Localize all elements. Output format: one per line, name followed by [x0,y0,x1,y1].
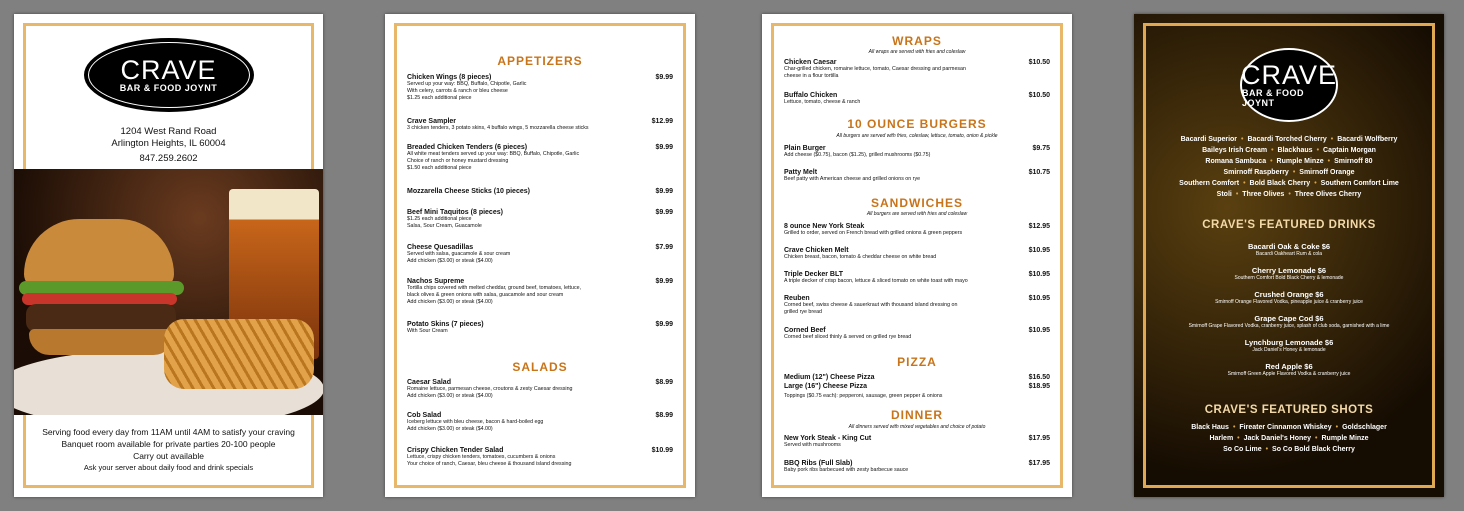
item-desc: Iceberg lettuce with bleu cheese, bacon & hard-boiled egg [407,419,544,425]
burger-beer-photo [14,169,323,415]
tagline-4: Ask your server about daily food and drink specials [83,463,254,472]
list-entry: Smirnoff Orange [1299,169,1355,176]
item-price: $8.99 [655,379,673,386]
featured-drink [1134,290,1444,305]
list-entry: Black Haus [1191,424,1229,431]
item-name: Breaded Chicken Tenders (6 pieces) [407,144,528,151]
item-name: Large (16") Cheese Pizza [784,383,868,390]
item-price: $10.50 [1028,92,1050,99]
wraps-note: All wraps are served with fries and coleslaw [868,49,966,55]
item-name: Corned Beef [784,327,826,334]
list-row: Bacardi Superior • Bacardi Torched Cherry • Bacardi Wolfberry [1180,136,1398,143]
phone-number: 847.259.2602 [139,153,198,164]
list-row: Southern Comfort • Bold Black Cherry • Southern Comfort Lime [1179,180,1399,187]
list-row: Smirnoff Raspberry • Smirnoff Orange [1223,169,1355,176]
item-name: Crave Chicken Melt [784,247,849,254]
item-price: $8.99 [655,412,673,419]
featured-shots-title: CRAVE'S FEATURED SHOTS [1204,404,1374,416]
list-entry: Southern Comfort Lime [1320,180,1399,187]
item-price: $12.95 [1028,223,1050,230]
item-price: $10.50 [1028,59,1050,66]
menu-item [784,327,1050,341]
item-name: Crispy Chicken Tender Salad [407,447,504,454]
tagline-2: Banquet room available for private parties 20-100 people [61,439,276,449]
section-title-pizza: PIZZA [897,355,937,369]
list-entry: So Co Bold Black Cherry [1272,446,1355,453]
tagline-1: Serving food every day from 11AM until 4AM to satisfy your craving [42,427,295,437]
menu-page-appetizers-salads [385,14,695,497]
list-entry: So Co Lime [1223,446,1262,453]
item-desc: Beef patty with American cheese and grilled onions on rye [784,176,921,182]
item-desc: A triple decker of crisp bacon, lettuce & sliced tomato on white toast with mayo [784,278,968,284]
list-row: So Co Lime • So Co Bold Black Cherry [1223,446,1355,453]
item-name: Cheese Quesadillas [407,244,474,251]
item-desc: Add cheese ($0.75), bacon ($1.25), grilled mushrooms ($0.75) [784,152,931,158]
menu-item [784,460,1050,474]
featured-drink [1134,362,1444,377]
list-entry: Rumple Minze [1276,158,1324,165]
list-entry: Rumple Minze [1321,435,1369,442]
item-desc: $1.50 each additional piece [407,165,472,171]
address-block [14,126,323,165]
item-desc: cheese in a flour tortilla [784,73,839,79]
section-title-sandwiches: SANDWICHES [870,196,963,210]
list-entry: Goldschlager [1342,424,1387,431]
list-entry: Smirnoff 80 [1334,158,1373,165]
section-title-appetizers: APPETIZERS [497,54,583,68]
pizza-item [784,374,1050,381]
menu-item [407,412,673,433]
crave-logo [1240,48,1338,122]
item-price: $9.99 [655,209,673,216]
logo-name: CRAVE [120,55,217,85]
item-desc: black olives & green onions with salsa, guacamole and sour cream [407,292,564,298]
menu-item [407,118,673,132]
item-name: Reuben [784,295,810,302]
menu-item [784,435,1050,449]
menu-item [784,223,1050,237]
item-price: $10.95 [1028,271,1050,278]
pizza-item [784,383,1050,390]
item-name: Medium (12") Cheese Pizza [784,374,875,381]
item-name: Beef Mini Taquitos (8 pieces) [407,209,503,216]
menu-item [784,271,1050,285]
logo-name: CRAVE [1240,60,1338,90]
item-desc: Lettuce, crispy chicken tenders, tomatoes, cucumbers & onions [407,454,556,460]
menu-item [784,247,1050,261]
section-title-salads: SALADS [512,360,568,374]
item-price: $17.95 [1028,435,1050,442]
menu-item [407,74,673,102]
drink-desc: Smirnoff Grape Flavored Vodka, cranberry juice, splash of club soda, garnished with a lime [1188,323,1390,329]
item-desc: Corned beef, swiss cheese & sauerkraut with thousand island dressing on [784,302,958,308]
drink-name: Bacardi Oak & Coke $6 [1247,242,1331,251]
list-entry: Smirnoff Raspberry [1223,169,1289,176]
item-name: Buffalo Chicken [784,92,838,99]
item-desc: Served with salsa, guacamole & sour cream [407,251,511,257]
crave-logo [84,38,254,112]
item-desc: Lettuce, tomato, cheese & ranch [784,99,861,105]
list-entry: Captain Morgan [1323,147,1376,154]
item-price: $16.50 [1028,374,1050,381]
menu-item [407,379,673,400]
cover-page [14,14,323,497]
item-name: Chicken Caesar [784,59,837,66]
list-entry: Romana Sambuca [1205,158,1267,165]
drink-desc: Smirnoff Green Apple Flavored Vodka & cranberry juice [1227,371,1351,377]
menu-item [407,447,673,468]
menu-item [407,278,673,306]
list-row: Harlem • Jack Daniel's Honey • Rumple Minze [1209,435,1369,442]
drink-name: Red Apple $6 [1265,362,1313,371]
menu-item [784,295,1050,316]
item-desc: Romaine lettuce, parmesan cheese, croutons & zesty Caesar dressing [407,386,573,392]
item-name: Chicken Wings (8 pieces) [407,74,492,81]
list-entry: Three Olives Cherry [1294,191,1362,198]
drink-desc: Jack Daniel's Honey & lemonade [1252,347,1326,353]
section-title-burgers: 10 OUNCE BURGERS [847,117,987,131]
item-desc: Salsa, Sour Cream, Guacamole [407,223,482,229]
featured-drink [1134,314,1444,329]
item-desc: Add chicken ($3.00) or steak ($4.00) [407,258,493,264]
logo-subtitle: BAR & FOOD JOYNT [119,83,218,93]
menu-page-wraps-dinner [762,14,1072,497]
item-price: $18.95 [1028,383,1050,390]
item-price: $9.99 [655,188,673,195]
pizza-toppings [784,393,1050,400]
item-desc: Served up your way: BBQ, Buffalo, Chipotle, Garlic [407,81,527,87]
item-name: BBQ Ribs (Full Slab) [784,460,853,467]
item-desc: Tortilla chips covered with melted cheddar, ground beef, tomatoes, lettuce, [407,285,582,291]
section-title-wraps: WRAPS [892,34,942,48]
item-name: Potato Skins (7 pieces) [407,321,484,328]
burgers-note: All burgers are served with fries, coleslaw, lettuce, tomato, onion & pickle [836,133,998,139]
featured-drinks-title: CRAVE'S FEATURED DRINKS [1202,219,1376,231]
item-price: $9.99 [655,321,673,328]
menu-item [407,144,673,172]
address-line-2: Arlington Heights, IL 60004 [111,138,226,149]
list-entry: Bold Black Cherry [1249,180,1311,187]
list-entry: Blackhaus [1277,147,1313,154]
item-desc: 3 chicken tenders, 3 potato skins, 4 buffalo wings, 5 mozzarella cheese sticks [407,125,589,131]
item-price: $9.99 [655,278,673,285]
item-desc: Baby pork ribs barbecued with zesty barbecue sauce [784,467,909,473]
item-price: $10.95 [1028,295,1050,302]
item-price: $9.99 [655,74,673,81]
list-row: Stoli • Three Olives • Three Olives Cherry [1216,191,1362,198]
item-price: $10.95 [1028,247,1050,254]
item-desc: Add chicken ($3.00) or steak ($4.00) [407,299,493,305]
item-name: Plain Burger [784,145,826,152]
tagline-3: Carry out available [133,451,204,461]
menu-item [407,244,673,265]
sandwiches-note: All burgers are served with fries and coleslaw [866,211,968,217]
drink-name: Lynchburg Lemonade $6 [1244,338,1334,347]
item-name: Triple Decker BLT [784,271,844,278]
liquor-list [1134,134,1444,200]
menu-item [407,188,673,195]
logo-subtitle: BAR & FOOD JOYNT [1242,88,1304,108]
drink-desc: Southern Comfort Bold Black Cherry & lemonade [1234,275,1344,281]
drink-name: Cherry Lemonade $6 [1251,266,1327,275]
dinner-note: All dinners served with mixed vegetables and choice of potato [848,424,986,430]
menu-item [407,321,673,335]
list-entry: Bacardi Wolfberry [1337,136,1398,143]
item-price: $10.75 [1028,169,1050,176]
list-row: Baileys Irish Cream • Blackhaus • Captain Morgan [1202,147,1376,154]
featured-drink [1134,242,1444,257]
item-price: $10.99 [651,447,673,454]
item-desc: grilled rye bread [784,309,822,315]
item-desc: With Sour Cream [407,328,448,334]
section-title-dinner: DINNER [890,408,943,422]
drink-name: Crushed Orange $6 [1254,290,1324,299]
menu-item [407,209,673,230]
list-entry: Fireater Cinnamon Whiskey [1239,424,1332,431]
item-price: $9.75 [1032,145,1050,152]
item-price: $10.95 [1028,327,1050,334]
item-desc: Add chicken ($3.00) or steak ($4.00) [407,426,493,432]
list-entry: Harlem [1209,435,1234,442]
drink-name: Grape Cape Cod $6 [1254,314,1324,323]
item-desc: Choice of ranch or honey mustard dressing [407,158,509,164]
item-desc: Chicken breast, bacon, tomato & cheddar cheese on white bread [784,254,937,260]
list-entry: Bacardi Superior [1180,136,1238,143]
item-desc: Served with mushrooms [784,442,841,448]
featured-drink [1134,266,1444,281]
item-name: Crave Sampler [407,118,457,125]
item-name: Patty Melt [784,169,818,176]
address-line-1: 1204 West Rand Road [120,126,217,137]
menu-item [784,92,1050,106]
shots-list [1134,422,1444,455]
list-row: Black Haus • Fireater Cinnamon Whiskey • Goldschlager [1191,424,1387,431]
list-entry: Three Olives [1242,191,1285,198]
list-entry: Bacardi Torched Cherry [1247,136,1327,143]
item-desc: Corned beef sliced thinly & served on grilled rye bread [784,334,912,340]
list-entry: Baileys Irish Cream [1202,147,1268,154]
list-entry: Jack Daniel's Honey [1243,435,1312,442]
item-price: $7.99 [655,244,673,251]
drink-desc: Smirnoff Orange Flavored Vodka, pineapple juice & cranberry juice [1215,299,1363,305]
list-entry: Southern Comfort [1179,180,1240,187]
cover-tagline [14,426,323,474]
item-desc: Toppings ($0.75 each): pepperoni, sausage, green pepper & onions [784,393,943,399]
item-name: 8 ounce New York Steak [784,223,865,230]
item-desc: $1.25 each additional piece [407,216,472,222]
item-desc: Your choice of ranch, Caesar, bleu cheese & thousand island dressing [407,461,572,467]
item-desc: $1.25 each additional piece [407,95,472,101]
item-name: New York Steak - King Cut [784,435,872,442]
item-name: Caesar Salad [407,379,451,386]
item-desc: With celery, carrots & ranch or bleu cheese [407,88,508,94]
item-price: $17.95 [1028,460,1050,467]
menu-item [784,59,1050,80]
menu-item [784,145,1050,159]
item-name: Nachos Supreme [407,278,465,285]
item-name: Cob Salad [407,412,442,419]
menu-item [784,169,1050,183]
item-price: $9.99 [655,144,673,151]
item-desc: Char-grilled chicken, romaine lettuce, tomato, Caesar dressing and parmesan [784,66,966,72]
item-name: Mozzarella Cheese Sticks (10 pieces) [407,188,530,195]
item-desc: Grilled to order, served on French bread with grilled onions & green peppers [784,230,963,236]
item-desc: All white meat tenders served up your way: BBQ, Buffalo, Chipotle, Garlic [407,151,580,157]
drink-desc: Bacardi Oakheart Rum & cola [1255,251,1323,257]
item-price: $12.99 [651,118,673,125]
list-entry: Stoli [1216,191,1232,198]
list-row: Romana Sambuca • Rumple Minze • Smirnoff 80 [1205,158,1373,165]
drinks-page [1134,14,1444,497]
item-desc: Add chicken ($3.00) or steak ($4.00) [407,393,493,399]
featured-drink [1134,338,1444,353]
